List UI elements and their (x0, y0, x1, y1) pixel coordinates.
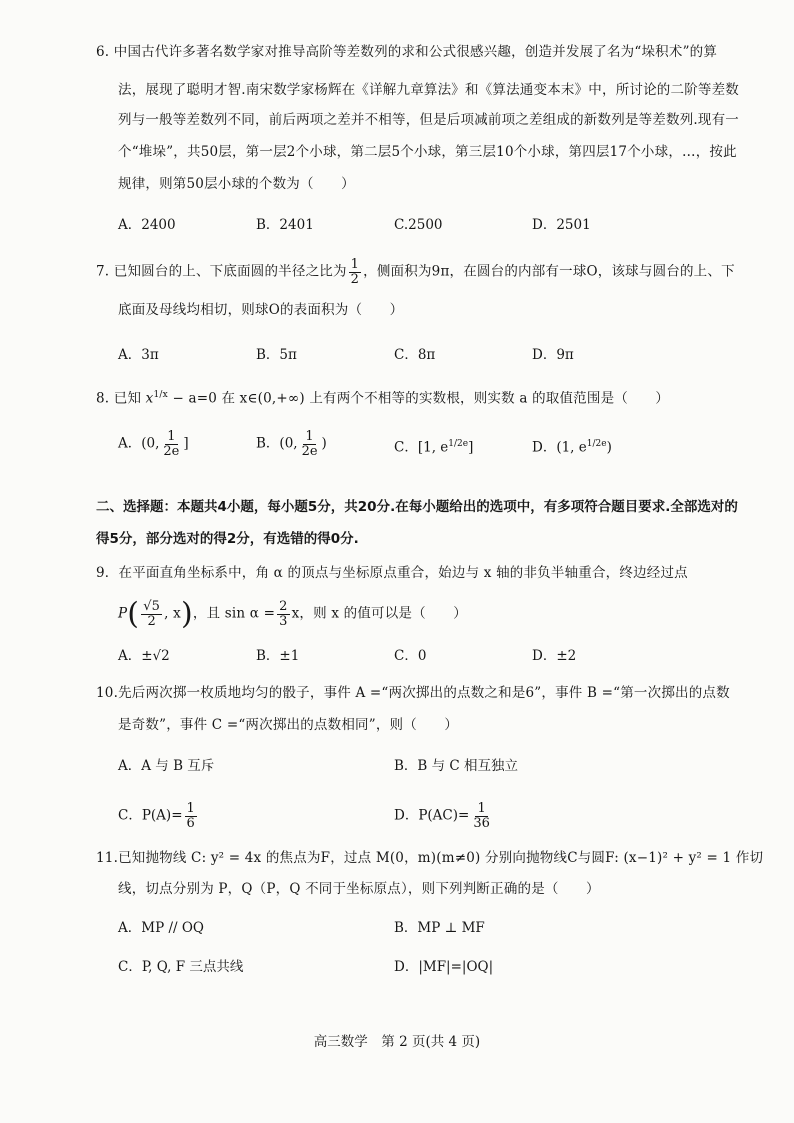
q10-option-c-fraction (185, 802, 197, 830)
q10-option-c (118, 802, 199, 830)
q7-line-2: 底面及母线均相切，则球O的表面积为（ ） (118, 302, 404, 318)
q8-option-c-right: ] (468, 439, 474, 456)
q6-line-5: 规律，则第50层小球的个数为（ ） (118, 176, 355, 192)
q6-line-3: 列与一般等差数列不同，前后两项之差并不相等，但是后项减前项之差组成的新数列是等差数列.现有一 (118, 112, 739, 128)
q7-text-b: ，侧面积为9π，在圆台的内部有一球O，该球与圆台的上、下 (363, 263, 735, 280)
q11-line-1: 11.已知抛物线 C: y² = 4x 的焦点为F，过点 M(0，m)(m≠0) 分别向抛物线C与圆F: (x−1)² + y² = 1 作切 (96, 850, 764, 866)
q9-paren-right-icon: ) (180, 596, 193, 632)
q6-option-d: D．2501 (532, 217, 591, 233)
q8-text-a: 8. 已知 (96, 390, 142, 407)
q9-option-b: B．±1 (256, 648, 300, 664)
q9-line-2 (118, 596, 467, 632)
q10-option-a: A．A 与 B 互斥 (118, 758, 215, 774)
q7-ratio-fraction (349, 258, 361, 286)
q8-option-b (256, 430, 327, 458)
q6-line-4: 个“堆垛”，共50层，第一层2个小球，第二层5个小球，第三层10个小球，第四层17个小球，…，按此 (118, 144, 737, 160)
q8-option-b-left: (0, (279, 435, 298, 452)
q6-line-2: 法，展现了聪明才智.南宋数学家杨辉在《详解九章算法》和《算法通变本末》中，所讨论的二阶等差数 (118, 82, 739, 98)
q10-line-1: 10.先后两次掷一枚质地均匀的骰子，事件 A =“两次掷出的点数之和是6”，事件 B =“第一次掷出的点数 (96, 685, 730, 701)
q6-option-b: B．2401 (256, 217, 314, 233)
q7-option-d: D．9π (532, 347, 574, 363)
q9-option-c: C．0 (394, 648, 427, 664)
q9-point-fraction (141, 600, 162, 628)
q8-option-a-num: 1 (167, 429, 176, 444)
q8-text-b: − a=0 在 x∈(0,+∞) 上有两个不相等的实数根，则实数 a 的取值范围是（ ） (172, 390, 670, 407)
q6-option-a: A．2400 (118, 217, 176, 233)
q8-option-c-label: C． (394, 439, 418, 456)
q8-option-b-fraction (300, 430, 320, 458)
q9-point-label: P (118, 605, 128, 622)
q8-option-a-den: 2e (163, 443, 180, 459)
q10-option-c-den: 6 (186, 815, 195, 831)
q10-option-d-text: D．P(AC)= (394, 807, 470, 824)
q10-option-b: B．B 与 C 相互独立 (394, 758, 519, 774)
q11-option-d: D．|MF|=|OQ| (394, 959, 494, 975)
q6-option-c: C.2500 (394, 217, 443, 233)
q10-option-d-fraction (471, 802, 492, 830)
q7-ratio-den: 2 (350, 271, 360, 287)
q8-option-b-num: 1 (305, 429, 314, 444)
q8-option-d-sup: 1/2e (586, 439, 607, 449)
q7-line-1 (96, 258, 735, 286)
q8-option-d-right: ) (606, 439, 612, 456)
q10-option-c-num: 1 (186, 801, 195, 816)
q7-option-a: A．3π (118, 347, 159, 363)
q8-option-a (118, 430, 189, 458)
q7-ratio-num: 1 (350, 257, 360, 272)
q7-option-b: B．5π (256, 347, 297, 363)
q11-option-c: C．P, Q, F 三点共线 (118, 959, 244, 975)
q10-option-d-num: 1 (477, 801, 486, 816)
q7-option-c: C．8π (394, 347, 436, 363)
q9-point-x: , x (164, 605, 181, 622)
q10-option-d (394, 802, 494, 830)
q8-expr-sup: 1/x (153, 390, 168, 400)
q9-sin-fraction (277, 600, 289, 628)
section-2-line-1: 二、选择题：本题共4小题，每小题5分，共20分.在每小题给出的选项中，有多项符合题目要求.全部选对的 (96, 499, 738, 515)
q9-point-den: 2 (147, 613, 156, 629)
q9-option-d: D．±2 (532, 648, 577, 664)
q9-point-num: √5 (143, 599, 161, 614)
q9-line-1: 9．在平面直角坐标系中，角 α 的顶点与坐标原点重合，始边与 x 轴的非负半轴重合，终边经过点 (96, 565, 688, 581)
q10-option-d-den: 36 (473, 815, 490, 831)
q10-line-2: 是奇数”，事件 C =“两次掷出的点数相同”，则（ ） (118, 717, 459, 733)
q11-line-2: 线，切点分别为 P，Q（P，Q 不同于坐标原点），则下列判断正确的是（ ） (118, 881, 600, 897)
q7-text-a: 7. 已知圆台的上、下底面圆的半径之比为 (96, 263, 347, 280)
q8-option-c-left: [1, e (417, 439, 449, 456)
q9-sin-den: 3 (279, 613, 288, 629)
q8-option-b-label: B． (256, 435, 280, 452)
q8-option-c (394, 440, 473, 455)
q8-option-c-sup: 1/2e (448, 439, 469, 449)
q9-text-c: x，则 x 的值可以是（ ） (291, 605, 467, 622)
q11-option-a: A．MP // OQ (118, 920, 204, 936)
q8-option-a-label: A． (118, 435, 142, 452)
q8-line-1 (96, 391, 669, 406)
q9-option-a: A．±√2 (118, 648, 170, 664)
q6-line-1: 6. 中国古代许多著名数学家对推导高阶等差数列的求和公式很感兴趣，创造并发展了名为“垛积术”的算 (96, 44, 718, 60)
q9-text-b: ，且 sin α = (192, 605, 276, 622)
q8-option-d-label: D． (532, 439, 557, 456)
section-2-line-2: 得5分，部分选对的得2分，有选错的得0分. (96, 531, 359, 547)
q8-expr: x (145, 390, 154, 407)
q10-option-c-text: C．P(A)= (118, 807, 183, 824)
q9-paren-left-icon: ( (127, 596, 140, 632)
q8-option-b-den: 2e (301, 443, 318, 459)
q8-option-d (532, 440, 612, 455)
q8-option-b-right: ) (321, 435, 327, 452)
page-footer: 高三数学 第 2 页(共 4 页) (313, 1034, 481, 1050)
q8-option-a-fraction (161, 430, 181, 458)
q8-option-a-right: ] (183, 435, 189, 452)
q8-option-a-left: (0, (141, 435, 160, 452)
q8-option-d-left: (1, e (556, 439, 587, 456)
q11-option-b: B．MP ⊥ MF (394, 920, 485, 936)
q9-sin-num: 2 (279, 599, 288, 614)
